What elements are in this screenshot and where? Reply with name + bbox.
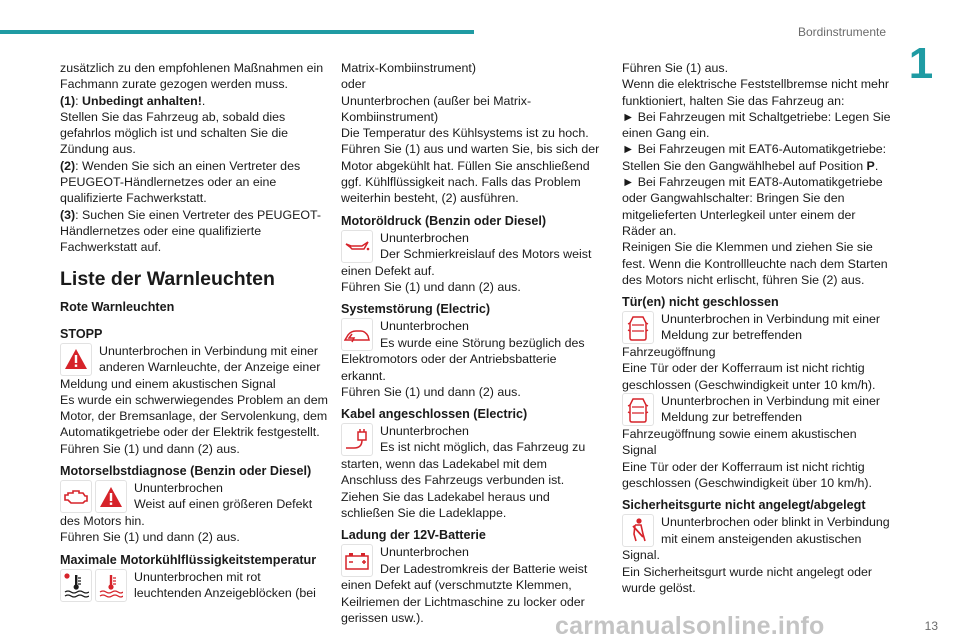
motor-title: Motorselbstdiagnose (Benzin oder Diesel) (60, 464, 312, 479)
cable-entry: Ununterbrochen Es ist nicht möglich, das Fahrzeug zu (341, 423, 603, 456)
battery-entry: Ununterbrochen Der Ladestromkreis der Batterie weist (341, 544, 603, 577)
oil-pressure-icon (341, 230, 373, 263)
door-entry-1: Ununterbrochen in Verbindung mit einer Meldung zur betreffenden (622, 311, 892, 344)
column-3: Führen Sie (1) aus. Wenn die elektrische Feststellbremse nicht mehr funktioniert, halten Sie das Fahrzeug an: ► Bei Fahrzeugen mit Schaltgetriebe: Legen Sie einen Gang ein. ► Bei Fahrzeugen mit EAT6-Automatikgetriebe: Stellen Sie den Gangwählhebel auf Position P. ► Bei Fahrzeugen mit EAT8-Automatikgetriebe oder Gangwahlschalter: Bringen Sie den mitgelieferten Unterlegkeil unter einem der Räder an. Reinigen Sie die Klemmen und ziehen Sie sie fest. Wenn die Kontrollleuchte nach dem Starten des Motors nicht erlischt, führen Sie (2) aus. Tür(en) nicht geschlossen Ununterbrochen in Verbindung mit einer Meldung zur betreffenden Fahrzeugöffnung Eine Tür oder der Kofferraum ist nicht richtig geschlossen (Geschwindigkeit unter 10 km/h). Ununterbrochen in Verbindung mit einer Meldung zur betreffenden Fahrzeugöffnung sowie einem akustischen Signal Eine Tür oder der Kofferraum ist nicht richtig geschlossen (Geschwindigkeit über 10 km/h). Sicherheitsgurte nicht angelegt/abgelegt Ununterbrochen oder blinkt in Verbindung mit einem ansteigenden akustischen Signal. Ein Sicherheitsgurt wurde nicht angelegt oder wurde gelöst. (622, 61, 891, 595)
warning-triangle-icon (95, 480, 127, 513)
coolant-temperature-icon (95, 569, 127, 602)
battery-title: Ladung der 12V-Batterie (341, 528, 486, 543)
belt-entry: Ununterbrochen oder blinkt in Verbindung mit einem ansteigenden akustischen (622, 514, 892, 547)
red-lights-heading: Rote Warnleuchten (60, 299, 175, 314)
column-2: Matrix-Kombiinstrument) oder Ununterbrochen (außer bei Matrix-Kombiinstrument) Die Temperatur des Kühlsystems ist zu hoch. Führen Sie (1) aus und warten Sie, bis sich der Motor abgekühlt hat. Füllen Sie anschließend ggf. Kühlflüssigkeit nach. Falls das Problem weiterhin besteht, (2) ausführen. Motoröldruck (Benzin oder Diesel) Ununterbrochen Der Schmierkreislauf des Motors weist einen Defekt auf. Führen Sie (1) und dann (2) aus. Systemstörung (Electric) Ununterbrochen Es wurde eine Störung bezüglich des Elektromotors oder der Antriebsbatterie erkannt. Führen Sie (1) und dann (2) aus. Kabel angeschlossen (Electric) Ununterbrochen Es ist nicht möglich, das Fahrzeug zu starten, wenn das Ladekabel mit dem Anschluss des Fahrzeugs verbunden ist. Ziehen Sie das Ladekabel heraus und schließen Sie die Ladeklappe. Ladung der 12V-Batterie Ununterbrochen Der Ladestromkreis der Batterie weist einen Defekt auf (verschmutzte Klemmen, Keilriemen der Lichtmaschine zu locker oder gerissen usw.). (341, 60, 603, 626)
motor-entry: Ununterbrochen Weist auf einen größeren Defekt (60, 480, 330, 513)
electric-system-fault-icon (341, 318, 373, 351)
header-accent-bar (0, 30, 474, 34)
step-2: (2): Wenden Sie sich an einen Vertreter des PEUGEOT-Händlernetzes oder an eine qualifizierte Fachwerkstatt. (60, 158, 301, 206)
cable-title: Kabel angeschlossen (Electric) (341, 407, 528, 422)
belt-title: Sicherheitsgurte nicht angelegt/abgelegt (622, 498, 866, 513)
list-heading: Liste der Warnleuchten (60, 267, 275, 290)
seatbelt-icon (622, 514, 654, 547)
charging-cable-icon (341, 423, 373, 456)
column-1: zusätzlich zu den empfohlenen Maßnahmen ein Fachmann zurate gezogen werden muss. (1): Unbedingt anhalten!. Stellen Sie das Fahrzeug ab, sobald dies gefahrlos möglich ist und schalten Sie die Zündung aus. (2): Wenden Sie sich an einen Vertreter des PEUGEOT-Händlernetzes oder an eine qualifizierte Fachwerkstatt. (3): Suchen Sie einen Vertreter des PEUGEOT-Händlernetzes oder eine qualifizierte Fachwerkstatt auf. Liste der Warnleuchten Rote Warnleuchten STOPP Ununterbrochen in Verbindung mit einer anderen Warnleuchte, der Anzeige einer Meldung und einem akustischen Signal Es wurde ein schwerwiegendes Problem an dem Motor, der Bremsanlage, der Servolenkung, dem Automatikgetriebe oder der Elektrik festgestellt. Führen Sie (1) und dann (2) aus. Motorselbstdiagnose (Benzin oder Diesel) Ununterbrochen Weist auf einen größeren Defekt des Motors hin. Führen Sie (1) und dann (2) aus. Maximale Motorkühlflüssigkeitstemperatur Ununterbrochen mit rot leuchtenden Anzeigeblöcken (bei (60, 60, 330, 602)
warning-triangle-icon (60, 343, 92, 376)
step-1-text: Stellen Sie das Fahrzeug ab, sobald dies gefahrlos möglich ist und schalten Sie die Zündung aus. (60, 109, 288, 157)
system-fault-title: Systemstörung (Electric) (341, 302, 491, 317)
system-fault-entry: Ununterbrochen Es wurde eine Störung bezüglich des (341, 318, 603, 351)
temp-entry: Ununterbrochen mit rot leuchtenden Anzeigeblöcken (bei (60, 569, 330, 602)
oil-entry: Ununterbrochen Der Schmierkreislauf des Motors weist (341, 230, 603, 263)
door-open-icon (622, 393, 654, 426)
coolant-temperature-icon (60, 569, 92, 602)
door-title: Tür(en) nicht geschlossen (622, 295, 779, 310)
intro-text: zusätzlich zu den empfohlenen Maßnahmen ein Fachmann zurate gezogen werden muss. (60, 61, 324, 92)
watermark: carmanualsonline.info (555, 612, 825, 640)
stopp-entry: Ununterbrochen in Verbindung mit einer anderen Warnleuchte, der Anzeige einer (60, 343, 330, 376)
page-number: 13 (924, 619, 938, 633)
engine-icon (60, 480, 92, 513)
oil-title: Motoröldruck (Benzin oder Diesel) (341, 213, 547, 228)
section-title: Bordinstrumente (797, 25, 886, 39)
step-3: (3): Suchen Sie einen Vertreter des PEUGEOT-Händlernetzes oder eine qualifizierte Fachwerkstatt auf. (60, 207, 322, 255)
temp-title: Maximale Motorkühlflüssigkeitstemperatur (60, 552, 317, 567)
step-1: (1): Unbedingt anhalten!. (60, 93, 206, 108)
door-entry-2: Ununterbrochen in Verbindung mit einer Meldung zur betreffenden (622, 393, 892, 426)
stopp-title: STOPP (60, 326, 103, 341)
door-open-icon (622, 311, 654, 344)
chapter-number: 1 (908, 39, 934, 88)
battery-icon (341, 544, 373, 577)
